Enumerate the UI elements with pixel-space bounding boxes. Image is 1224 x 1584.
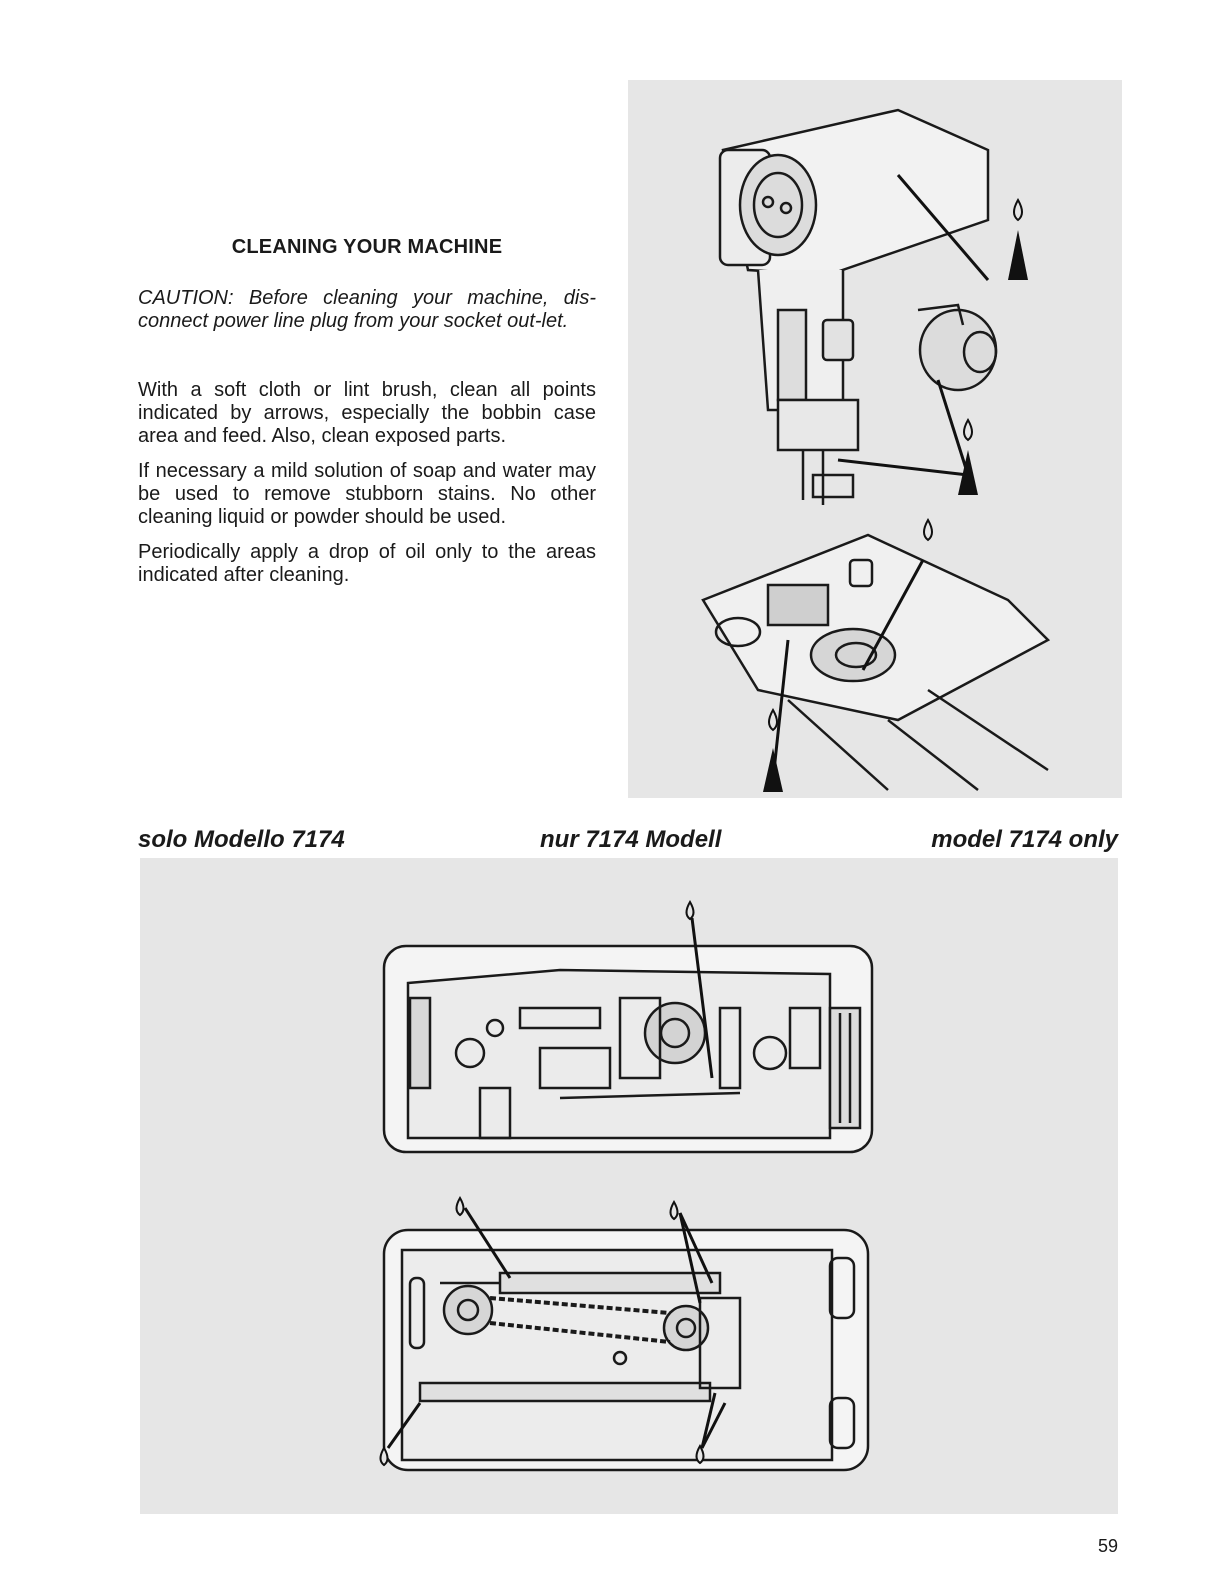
machine-interior-illustration: [140, 858, 1118, 1514]
oil-paragraph: Periodically apply a drop of oil only to the areas indicated after cleaning.: [138, 541, 596, 586]
soap-paragraph: If necessary a mild solution of soap and water may be used to remove stubborn stains. No other cleaning liquid or powder should be used.: [138, 460, 596, 528]
model-label-english: model 7174 only: [931, 826, 1118, 853]
section-heading: CLEANING YOUR MACHINE: [231, 236, 503, 258]
instructions-column: [138, 236, 596, 599]
model-label-german: nur 7174 Modell: [540, 826, 722, 853]
caution-text: CAUTION: Before cleaning your machine, dis-connect power line plug from your socket out-let.: [138, 287, 596, 332]
machine-head-illustration: [628, 80, 1122, 798]
model-label-italian: solo Modello 7174: [138, 826, 345, 853]
page-number: 59: [1097, 1536, 1118, 1556]
cleaning-paragraph: With a soft cloth or lint brush, clean all points indicated by arrows, especially the bobbin case area and feed. Also, clean exposed parts.: [138, 379, 596, 447]
